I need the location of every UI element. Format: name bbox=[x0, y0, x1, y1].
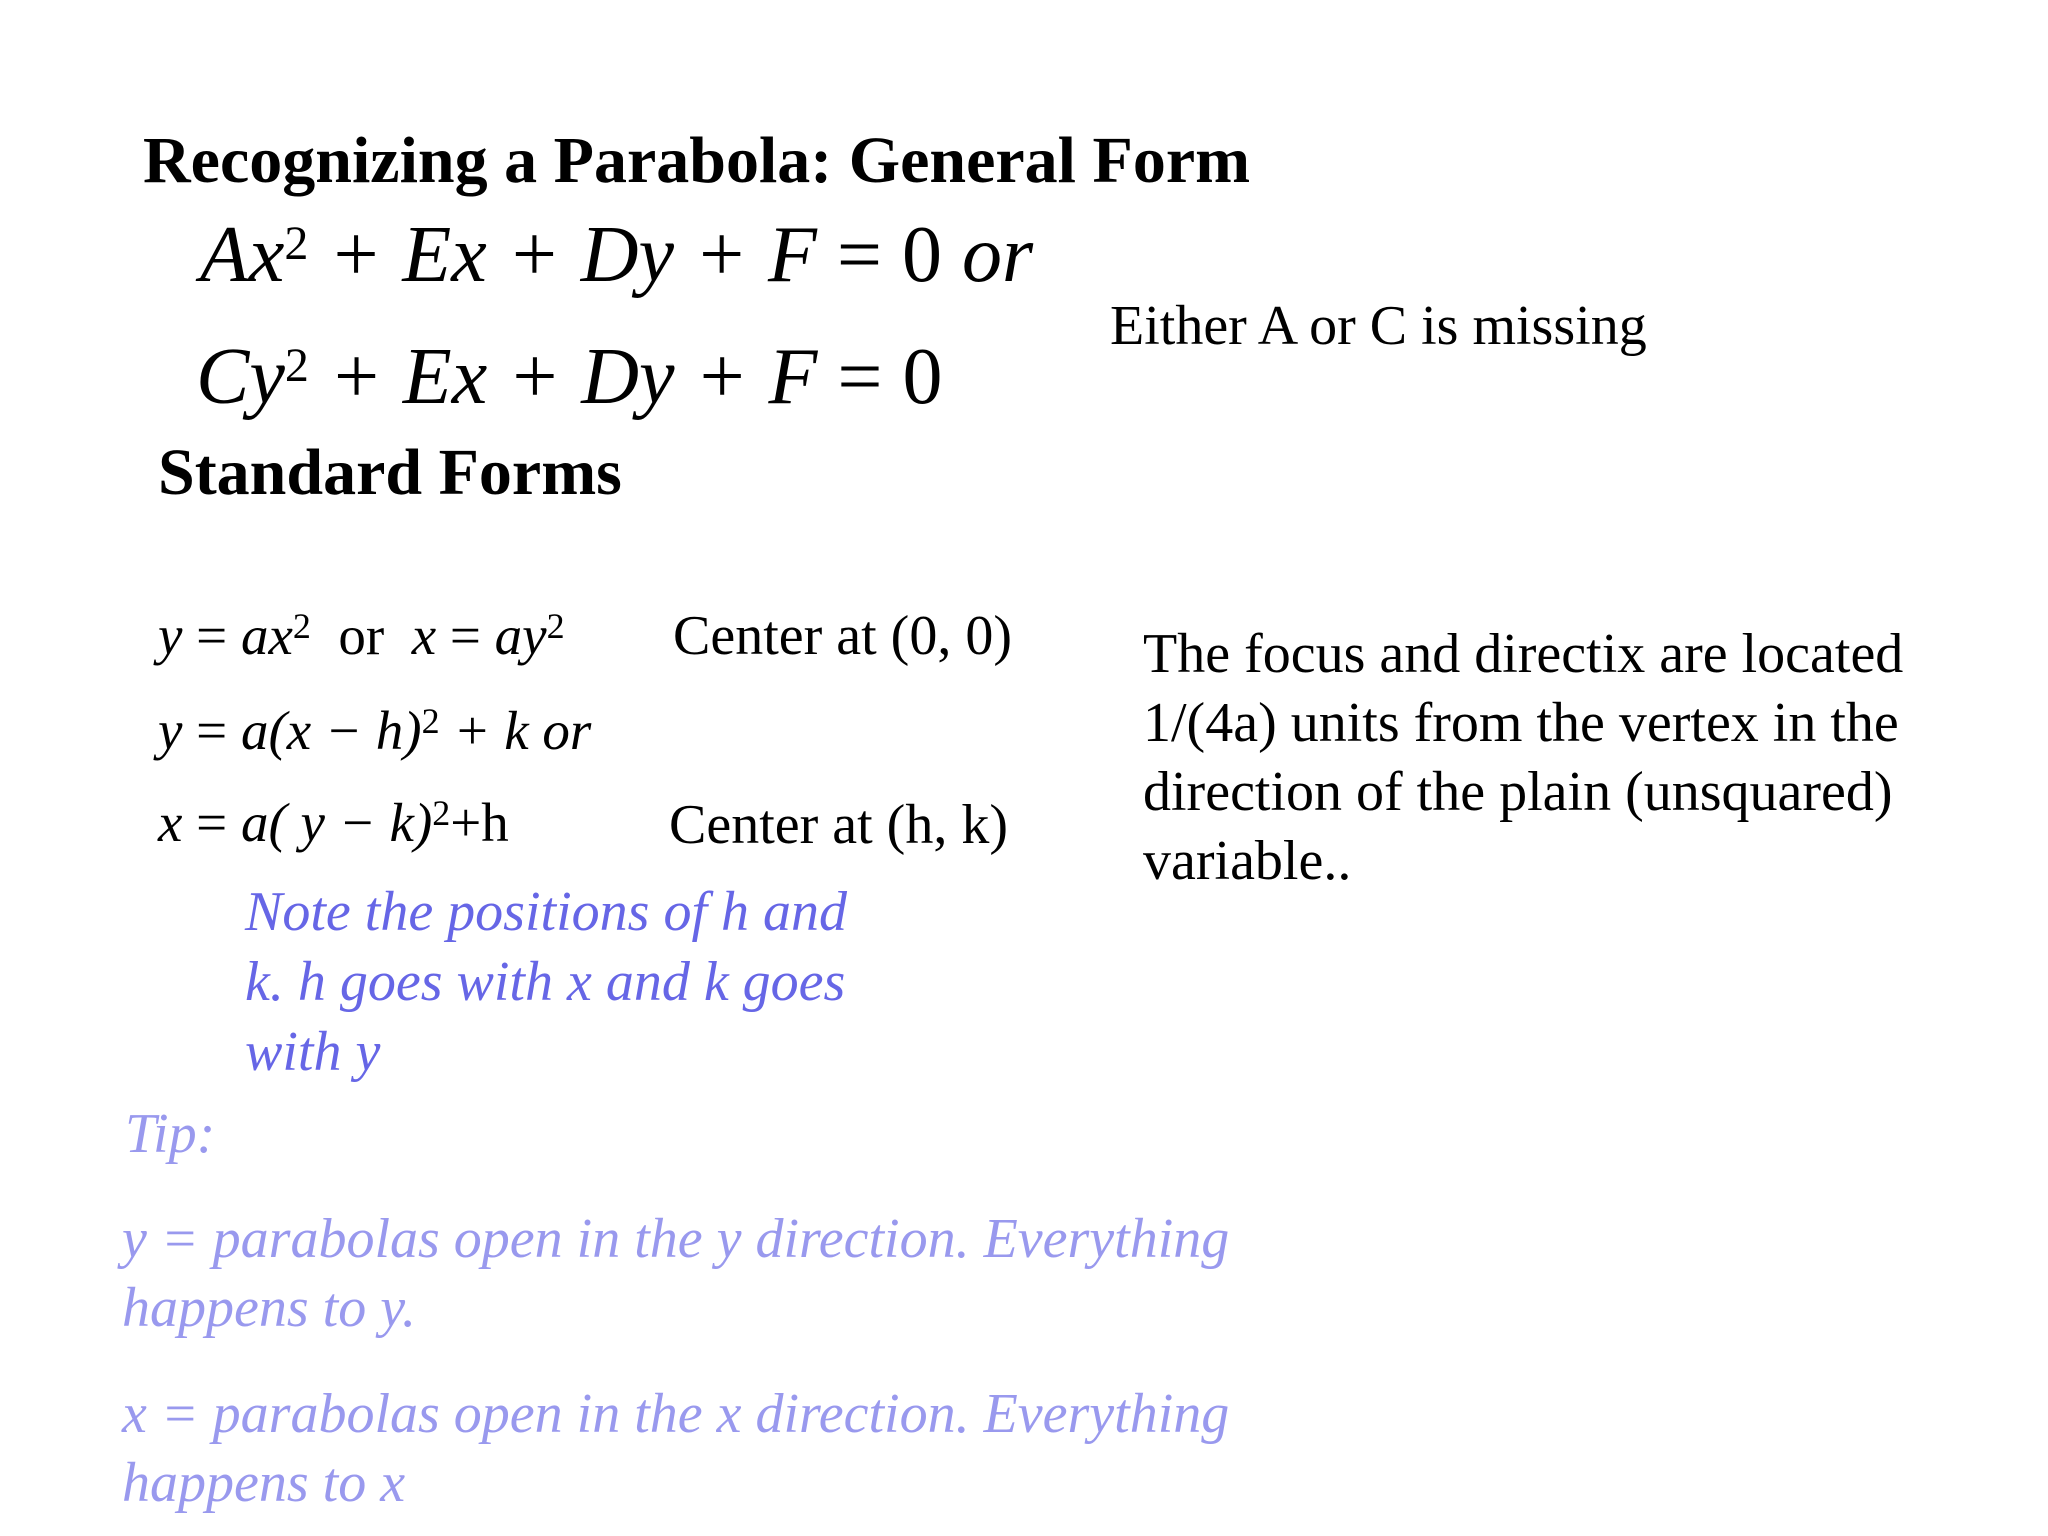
eq1-term2: + Ex + Dy + F bbox=[308, 211, 837, 299]
standard-form-vertical-vertex bbox=[158, 700, 592, 761]
row2-exponent: 2 bbox=[421, 700, 440, 741]
row1-exponent-b: 2 bbox=[546, 605, 565, 646]
general-form-equation-1 bbox=[200, 211, 1034, 299]
row3-term: a( y − k) bbox=[240, 792, 433, 853]
row1-exponent-a: 2 bbox=[292, 605, 311, 646]
row1-or: or bbox=[310, 605, 412, 666]
general-form-equation-2 bbox=[196, 333, 943, 421]
eq2-exponent: 2 bbox=[284, 339, 309, 393]
row3-x: x bbox=[158, 792, 183, 853]
tip-label: Tip: bbox=[125, 1103, 216, 1165]
tip-y-line: y = parabolas open in the y direction. Everything bbox=[122, 1208, 1230, 1270]
row1-ay: ay bbox=[494, 605, 547, 666]
center-origin-label: Center at (0, 0) bbox=[673, 605, 1012, 667]
tip-x-line: x = parabolas open in the x direction. Everything bbox=[122, 1383, 1230, 1445]
h-k-position-note bbox=[245, 877, 965, 1087]
focus-note-line: 1/(4a) units from the vertex in the bbox=[1143, 692, 1899, 754]
row2-plus-k: + k bbox=[439, 700, 543, 761]
eq1-or: or bbox=[941, 211, 1034, 299]
hk-note-line: k. h goes with x and k goes bbox=[245, 951, 846, 1013]
tip-y-line: happens to y. bbox=[122, 1277, 416, 1339]
row1-ax: ax bbox=[240, 605, 293, 666]
hk-note-line: with y bbox=[245, 1021, 381, 1083]
row3-plus-h: +h bbox=[450, 792, 509, 853]
row2-equals: = bbox=[182, 700, 241, 761]
tip-x-line: happens to x bbox=[122, 1452, 406, 1514]
row3-equals: = bbox=[182, 792, 241, 853]
center-hk-label: Center at (h, k) bbox=[669, 794, 1008, 856]
focus-note-line: direction of the plain (unsquared) bbox=[1143, 761, 1893, 823]
focus-note-line: variable.. bbox=[1143, 830, 1352, 892]
row1-y: y bbox=[158, 605, 183, 666]
tip-y-parabolas bbox=[122, 1205, 1422, 1343]
eq1-term1: Ax bbox=[200, 211, 285, 299]
row2-y: y bbox=[158, 700, 183, 761]
eq2-term2: + Ex + Dy + F bbox=[308, 333, 838, 421]
row1-x: x bbox=[411, 605, 437, 666]
eq2-equals-zero: = 0 bbox=[837, 333, 943, 421]
tip-x-parabolas bbox=[122, 1380, 1422, 1518]
standard-form-origin bbox=[158, 605, 565, 666]
row1-equals-2: = bbox=[436, 605, 495, 666]
eq1-exponent: 2 bbox=[284, 217, 309, 271]
focus-directrix-note bbox=[1143, 620, 2003, 896]
hk-note-line: Note the positions of h and bbox=[245, 881, 847, 943]
focus-note-line: The focus and directix are located bbox=[1143, 623, 1904, 685]
missing-coefficient-note: Either A or C is missing bbox=[1110, 295, 1647, 357]
row1-equals: = bbox=[182, 605, 241, 666]
standard-form-horizontal-vertex bbox=[158, 792, 509, 853]
row2-or: or bbox=[542, 700, 592, 761]
eq2-term1: Cy bbox=[196, 333, 285, 421]
row2-term: a(x − h) bbox=[240, 700, 422, 761]
row3-exponent: 2 bbox=[432, 792, 451, 833]
eq1-equals-zero: = 0 bbox=[836, 211, 942, 299]
slide-title: Recognizing a Parabola: General Form bbox=[143, 124, 1251, 197]
standard-forms-heading: Standard Forms bbox=[158, 436, 622, 509]
